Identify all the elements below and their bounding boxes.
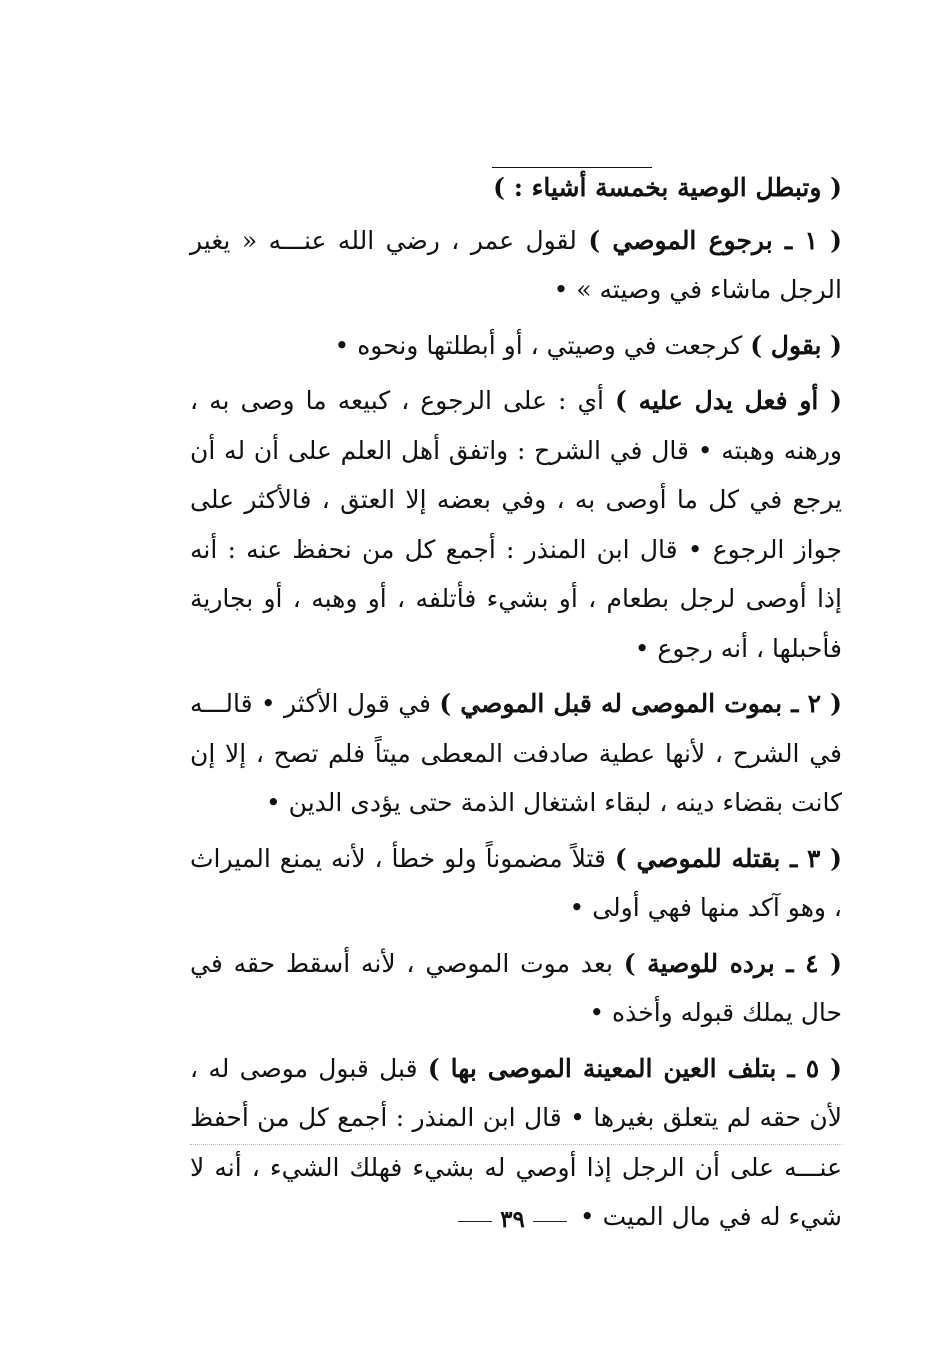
heading-overline xyxy=(492,167,652,168)
page-number: ٣٩ xyxy=(500,1206,525,1233)
section-heading xyxy=(493,163,842,213)
footer-dash-right xyxy=(533,1221,567,1222)
paragraph-body: قتلاً مضموناً ولو خطأ ، لأنه يمنع الميراث ، وهو آكد منها فهي أولى • xyxy=(190,843,842,922)
paragraph-body: لقول عمر ، رضي الله عنـــه « يغير الرجل ماشاء في وصيته » • xyxy=(190,225,842,304)
paragraph-4 xyxy=(190,679,842,828)
section-heading-row xyxy=(190,163,842,213)
paragraph-body: أي : على الرجوع ، كبيعه ما وصى به ، ورهنه وهبته • قال في الشرح : واتفق أهل العلم على أن له أن يرجع في كل ما أوصى به ، وفي بعضه إلا العتق ، فالأكثر على جواز الرجوع • قال ابن المنذر : أجمع كل من نحفظ عنه : أنه إذا أوصى لرجل بطعام ، أو بشيء فأتلفه ، أو وهبه ، أو بجارية فأحبلها ، أنه رجوع • xyxy=(190,386,842,663)
paragraph-1 xyxy=(190,216,842,315)
paragraph-2 xyxy=(190,321,842,371)
paragraph-6 xyxy=(190,939,842,1038)
paragraph-5 xyxy=(190,834,842,933)
paragraph-lead: ( ٤ ـ برده للوصية ) xyxy=(623,948,842,978)
paragraph-body: قبل قبول موصى له ، لأن حقه لم يتعلق بغيرها • قال ابن المنذر : أجمع كل من أحفظ عنـــه على أن الرجل إذا أوصي له بشيء فهلك الشيء ، أنه لا شيء له في مال الميت • xyxy=(190,1053,842,1231)
paragraph-body: كرجعت في وصيتي ، أو أبطلتها ونحوه • xyxy=(334,330,751,360)
paragraph-lead: ( ٢ ـ بموت الموصى له قبل الموصي ) xyxy=(439,689,842,718)
main-text xyxy=(190,163,842,1248)
paragraph-lead: ( ٥ ـ بتلف العين المعينة الموصى بها ) xyxy=(427,1053,842,1083)
footer-dash-left xyxy=(458,1221,492,1222)
page-footer xyxy=(445,1206,580,1233)
paragraph-lead: ( أو فعل يدل عليه ) xyxy=(615,386,842,415)
paragraph-body: في قول الأكثر • قالـــه في الشرح ، لأنها عطية صادفت المعطى ميتاً فلم تصح ، إلا إن كانت بقضاء دينه ، لبقاء اشتغال الذمة حتى يؤدى الدين • xyxy=(190,689,842,817)
paragraph-lead: ( ٣ ـ بقتله للموصي ) xyxy=(614,843,842,873)
paragraph-body: بعد موت الموصي ، لأنه أسقط حقه في حال يملك قبوله وأخذه • xyxy=(190,948,842,1027)
section-heading-text: ( وتبطل الوصية بخمسة أشياء : ) xyxy=(493,173,842,202)
paragraph-lead: ( بقول ) xyxy=(750,330,842,360)
paragraph-3 xyxy=(190,376,842,673)
paragraph-lead: ( ١ ـ برجوع الموصي ) xyxy=(588,225,842,255)
faint-divider xyxy=(190,1144,842,1145)
